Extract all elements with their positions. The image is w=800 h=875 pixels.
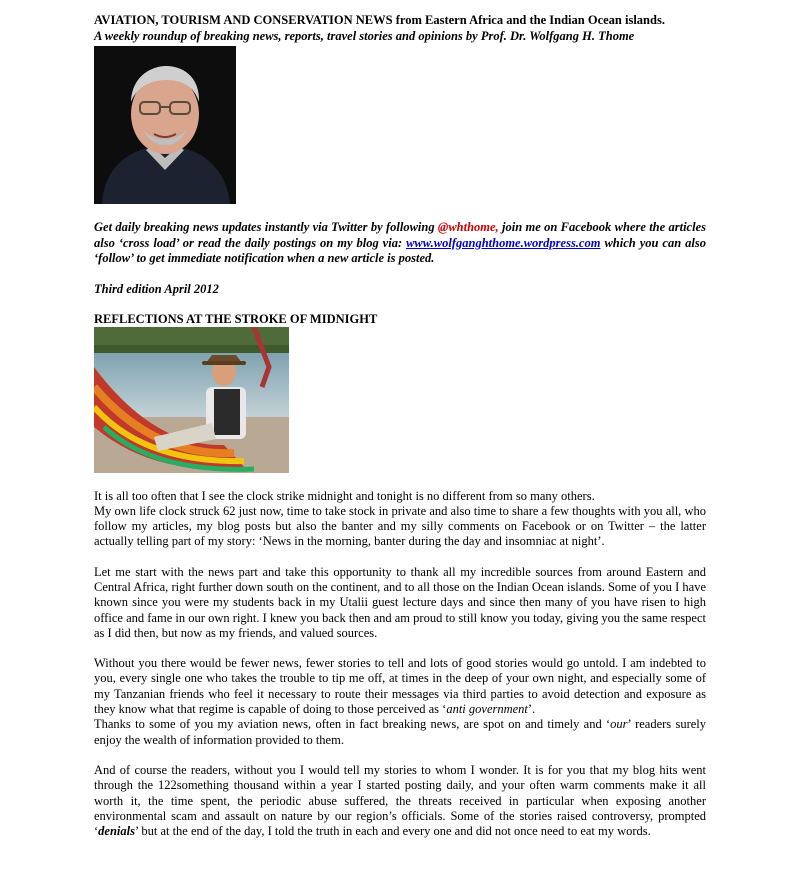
follow-text-part2: join me on Facebook where the articles also ‘cross load’ or read the daily postings on my blog via: [94, 220, 706, 250]
paragraph-4-end: ’ but at the end of the day, I told the truth in each and every one and did not once need to eat my words. [134, 824, 651, 839]
denials-emphasis: denials [98, 824, 135, 839]
edition-label: Third edition April 2012 [94, 281, 219, 296]
article-heading: REFLECTIONS AT THE STROKE OF MIDNIGHT [94, 311, 378, 326]
twitter-handle-link[interactable]: @whthome, [437, 220, 499, 234]
author-portrait [94, 46, 236, 204]
paragraph-1a: It is all too often that I see the clock strike midnight and tonight is no different from so many others. [94, 488, 595, 503]
anti-government-emphasis: anti government [446, 702, 528, 717]
paragraph-1b: My own life clock struck 62 just now, time to take stock in private and also time to share a few thoughts with you all, who follow my articles, my blog posts but also the banter and my silly comments on Facebook or on Twitter – the latter actually telling part of my story: ‘News in the morning, banter during the day and insomniac at night’. [94, 503, 706, 549]
paragraph-3b-text: Thanks to some of you my aviation news, often in fact breaking news, are spot on and timely and ‘ [94, 717, 611, 732]
author-portrait-graphic [94, 46, 236, 204]
paragraph-2: Let me start with the news part and take this opportunity to thank all my incredible sources from around Eastern and Central Africa, right further down south on the continent, and to all those on the Indian Ocean islands. Some of you I have known since you were my students back in my Utalii guest lecture days and since then many of you have risen to high office and fame in our own right. I knew you back then and am proud to still know you today, giving you the same respect as I did then, but now as my friends, and valued sources. [94, 564, 706, 640]
follow-text-part1: Get daily breaking news updates instantly via Twitter by following [94, 220, 438, 234]
hammock-photo [94, 327, 289, 473]
paragraph-3a-end: ’. [527, 702, 536, 717]
paragraph-3b-end: ’ readers surely enjoy the wealth of information provided to them. [94, 717, 706, 747]
follow-notice [94, 220, 706, 267]
masthead-title: AVIATION, TOURISM AND CONSERVATION NEWS from Eastern Africa and the Indian Ocean islands. [94, 13, 665, 27]
blog-link[interactable]: www.wolfganghthome.wordpress.com [406, 235, 601, 250]
paragraph-3a-text: Without you there would be fewer news, fewer stories to tell and lots of good stories would go untold. I am indebted to you, every single one who takes the trouble to tip me off, at times in the deep of your own night, and especially some of my Tanzanian friends who feel it necessary to route their messages via third parties to avoid detection and exposure as they know what that regime is capable of doing to those perceived as ‘ [94, 656, 706, 717]
our-emphasis: our [610, 717, 628, 732]
masthead-subtitle: A weekly roundup of breaking news, reports, travel stories and opinions by Prof. Dr. Wolfgang H. Thome [94, 29, 635, 43]
paragraph-3b [94, 717, 706, 748]
document-page [94, 12, 706, 839]
paragraph-4 [94, 763, 706, 839]
hammock-photo-graphic [94, 327, 289, 473]
article-body [94, 489, 706, 840]
paragraph-3a [94, 656, 706, 717]
follow-text-part3: which you can also ‘follow’ to get immediate notification when a new article is posted. [94, 235, 706, 265]
paragraph-4-text: And of course the readers, without you I would tell my stories to whom I wonder. It is for you that my blog hits went through the 122something thousand within a year I started posting daily, and your often warm comments make it all worth it, the time spent, the periodic abuse suffered, the threats received in particular when exposing another environmental scam and assault on nature by our region’s officials. Some of the stories raised controversy, prompted ‘ [94, 762, 706, 839]
